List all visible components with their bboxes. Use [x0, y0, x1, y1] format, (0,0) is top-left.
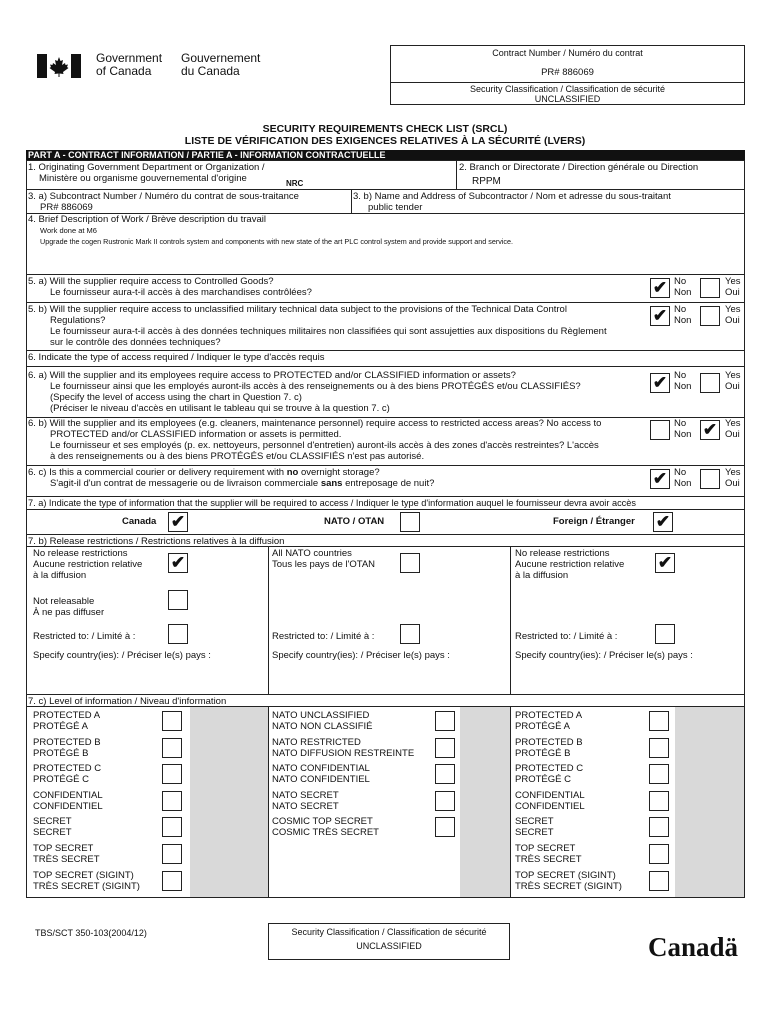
q7c-foreign-protected-b-checkbox[interactable] [649, 738, 669, 758]
q7b-nato-all-countries-checkbox[interactable] [400, 553, 420, 573]
canada-wordmark: Canadä [648, 932, 739, 962]
q5b-question: 5. b) Will the supplier require access to unclassified military technical data subject to the provisions of the Technical Data Control Regulations? Le fournisseur aura-t-il accès à des données techniques militaires non classifiées qui sont assujetties aux dispositions du Règlement sur le contrôle des données techniques? [28, 304, 607, 348]
q5b-no-label: No Non [674, 304, 692, 326]
q7c-canada-level-6: TOP SECRET TRÈS SECRET [33, 843, 100, 865]
q7b-nato-restricted: Restricted to: / Limité à : [272, 631, 375, 642]
q7c-canada-grey-area [190, 707, 268, 897]
q5b-no-checkbox[interactable]: ✔ [650, 306, 670, 326]
q7c-foreign-protected-a-checkbox[interactable] [649, 711, 669, 731]
q7c-label: 7. c) Level of information / Niveau d'information [28, 696, 227, 707]
q6b-question: 6. b) Will the supplier and its employees (e.g. cleaners, maintenance personnel) require access to restricted access areas? No access to PROTECTED and/or CLASSIFIED information or assets is permitted. Le fournisseur et ses employés (p. ex. nettoyeurs, personnel d'entretien) auront-ils accès à des zones d'accès restreintes? L'accès à des renseignements ou à des biens PROTÉGÉS et/ou CLASSIFIÉS n'est pas autorisé. [28, 418, 602, 462]
q7b-canada-not-releasable: Not releasable À ne pas diffuser [33, 596, 105, 618]
q7b-foreign-restricted-checkbox[interactable] [655, 624, 675, 644]
q7c-nato-secret-checkbox[interactable] [435, 791, 455, 811]
page-title-en: SECURITY REQUIREMENTS CHECK LIST (SRCL) [262, 123, 508, 135]
q7a-foreign-checkbox[interactable]: ✔ [653, 512, 673, 532]
form-id: TBS/SCT 350-103(2004/12) [35, 928, 147, 938]
q4-value-line2[interactable]: Upgrade the cogen Rustronic Mark II controls system and components with new state of the art PLC control system and provide support and service. [40, 237, 514, 246]
contract-number-value[interactable]: PR# 886069 [541, 67, 594, 78]
q7a-foreign-label: Foreign / Étranger [553, 516, 635, 527]
q7b-nato-all-countries: All NATO countries Tous les pays de l'OTAN [272, 548, 376, 570]
q3b-value[interactable]: public tender [368, 202, 423, 213]
q7c-nato-level-3: NATO CONFIDENTIAL NATO CONFIDENTIEL [272, 763, 370, 785]
q1-label: 1. Originating Government Department or Organization / Ministère ou organisme gouvernemental d'origine [28, 162, 265, 184]
q5a-question: 5. a) Will the supplier require access to Controlled Goods? Le fournisseur aura-t-il accès à des marchandises contrôlées? [28, 276, 312, 298]
q7b-nato-restricted-checkbox[interactable] [400, 624, 420, 644]
q7c-nato-cosmic-top-secret-checkbox[interactable] [435, 817, 455, 837]
q7b-canada-specify: Specify country(ies): / Préciser le(s) pays : [33, 650, 211, 661]
q7c-nato-confidential-checkbox[interactable] [435, 764, 455, 784]
q7c-canada-protected-a-checkbox[interactable] [162, 711, 182, 731]
q7c-nato-level-5: COSMIC TOP SECRET COSMIC TRÈS SECRET [272, 816, 379, 838]
q7c-nato-restricted-checkbox[interactable] [435, 738, 455, 758]
security-classification-value: UNCLASSIFIED [534, 94, 601, 104]
q7c-foreign-confidential-checkbox[interactable] [649, 791, 669, 811]
q6a-no-checkbox[interactable]: ✔ [650, 373, 670, 393]
q7b-canada-no-restrictions-checkbox[interactable]: ✔ [168, 553, 188, 573]
q7c-nato-level-4: NATO SECRET NATO SECRET [272, 790, 339, 812]
q7a-canada-checkbox[interactable]: ✔ [168, 512, 188, 532]
q7b-nato-specify: Specify country(ies): / Préciser le(s) pays : [272, 650, 450, 661]
q7b-foreign-specify: Specify country(ies): / Préciser le(s) pays : [515, 650, 693, 661]
q7b-canada-no-restrictions: No release restrictions Aucune restriction relative à la diffusion [33, 548, 143, 581]
q7c-foreign-level-3: PROTECTED C PROTÉGÉ C [515, 763, 584, 785]
q7c-foreign-top-secret-sigint-checkbox[interactable] [649, 871, 669, 891]
q3a-label: 3. a) Subcontract Number / Numéro du contrat de sous-traitance [28, 191, 299, 202]
q6c-no-label: No Non [674, 467, 692, 489]
q7c-nato-unclassified-checkbox[interactable] [435, 711, 455, 731]
q1-value[interactable]: NRC [286, 179, 304, 188]
q5b-yes-label: Yes Oui [725, 304, 741, 326]
q5b-yes-checkbox[interactable] [700, 306, 720, 326]
q7a-label: 7. a) Indicate the type of information that the supplier will be required to access / Indiquer le type d'information auquel le fournisseur devra avoir accès [28, 498, 636, 508]
q7b-canada-not-releasable-checkbox[interactable] [168, 590, 188, 610]
q7c-foreign-secret-checkbox[interactable] [649, 817, 669, 837]
q7c-canada-level-1: PROTECTED A PROTÉGÉ A [33, 710, 101, 732]
q7c-foreign-protected-c-checkbox[interactable] [649, 764, 669, 784]
q5a-no-label: No Non [674, 276, 692, 298]
q2-value[interactable]: RPPM [472, 176, 501, 187]
q6a-yes-checkbox[interactable] [700, 373, 720, 393]
q7a-nato-label: NATO / OTAN [324, 516, 385, 527]
q6c-yes-checkbox[interactable] [700, 469, 720, 489]
q7c-canada-confidential-checkbox[interactable] [162, 791, 182, 811]
q6c-no-checkbox[interactable]: ✔ [650, 469, 670, 489]
page-title-fr: LISTE DE VÉRIFICATION DES EXIGENCES RELATIVES À LA SÉCURITÉ (LVERS) [184, 135, 586, 147]
q7a-canada-label: Canada [122, 516, 157, 527]
q7c-canada-protected-b-checkbox[interactable] [162, 738, 182, 758]
q6b-yes-label: Yes Oui [725, 418, 741, 440]
government-of-canada-en: Government of Canada [96, 51, 163, 78]
q7a-nato-checkbox[interactable] [400, 512, 420, 532]
q6-label: 6. Indicate the type of access required / Indiquer le type d'accès requis [28, 352, 325, 363]
q7c-canada-level-5: SECRET SECRET [33, 816, 72, 838]
q7c-foreign-top-secret-checkbox[interactable] [649, 844, 669, 864]
q7c-canada-top-secret-sigint-checkbox[interactable] [162, 871, 182, 891]
q7c-foreign-level-7: TOP SECRET (SIGINT) TRÈS SECRET (SIGINT) [515, 870, 622, 892]
q6b-no-label: No Non [674, 418, 692, 440]
q7b-canada-restricted-checkbox[interactable] [168, 624, 188, 644]
part-a-heading-text: PART A - CONTRACT INFORMATION / PARTIE A - INFORMATION CONTRACTUELLE [28, 150, 386, 160]
canada-flag-logo [37, 54, 81, 78]
q7c-foreign-level-1: PROTECTED A PROTÉGÉ A [515, 710, 583, 732]
q6a-question: 6. a) Will the supplier and its employees require access to PROTECTED and/or CLASSIFIED information or assets? Le fournisseur ainsi que les employés auront-ils accès à des renseignements ou à des biens PROTÉGÉS et/ou CLASSIFIÉS? (Specify the level of access using the chart in Question 7. c) (Préciser le niveau d'accès en utilisant le tableau qui se trouve à la question 7. c) [28, 370, 581, 414]
q7c-canada-top-secret-checkbox[interactable] [162, 844, 182, 864]
q7b-foreign-restricted: Restricted to: / Limité à : [515, 631, 618, 642]
q7b-foreign-no-restrictions-checkbox[interactable]: ✔ [655, 553, 675, 573]
footer-security-value: UNCLASSIFIED [356, 941, 422, 951]
q7c-nato-level-1: NATO UNCLASSIFIED NATO NON CLASSIFIÉ [272, 710, 373, 732]
q7c-foreign-level-6: TOP SECRET TRÈS SECRET [515, 843, 582, 865]
q7c-canada-secret-checkbox[interactable] [162, 817, 182, 837]
contract-number-label: Contract Number / Numéro du contrat [492, 48, 643, 58]
q7c-foreign-level-5: SECRET SECRET [515, 816, 554, 838]
q7b-foreign-no-restrictions: No release restrictions Aucune restriction relative à la diffusion [515, 548, 625, 581]
q3a-value[interactable]: PR# 886069 [40, 202, 93, 213]
q7c-canada-level-3: PROTECTED C PROTÉGÉ C [33, 763, 102, 785]
q6a-no-label: No Non [674, 370, 692, 392]
q6a-yes-label: Yes Oui [725, 370, 741, 392]
q6b-yes-checkbox[interactable]: ✔ [700, 420, 720, 440]
q5a-no-checkbox[interactable]: ✔ [650, 278, 670, 298]
q2-label: 2. Branch or Directorate / Direction générale ou Direction [459, 162, 699, 173]
q7c-foreign-grey-area [675, 707, 744, 897]
q6c-yes-label: Yes Oui [725, 467, 741, 489]
q7b-canada-restricted: Restricted to: / Limité à : [33, 631, 136, 642]
footer-security-label: Security Classification / Classification de sécurité [291, 927, 487, 937]
q5a-yes-label: Yes Oui [725, 276, 741, 298]
security-classification-label: Security Classification / Classification de sécurité [469, 84, 666, 94]
q7c-canada-level-4: CONFIDENTIAL CONFIDENTIEL [33, 790, 103, 812]
q4-label: 4. Brief Description of Work / Brève description du travail [28, 214, 266, 225]
q7c-foreign-level-4: CONFIDENTIAL CONFIDENTIEL [515, 790, 585, 812]
q6c-question: 6. c) Is this a commercial courier or delivery requirement with no overnight storage? S'agit-il d'un contrat de messagerie ou de livraison commerciale sans entreposage de nuit? [28, 467, 435, 489]
q3b-label: 3. b) Name and Address of Subcontractor / Nom et adresse du sous-traitant [353, 191, 671, 202]
government-of-canada-fr: Gouvernement du Canada [181, 51, 261, 78]
q4-value-line1[interactable]: Work done at M6 [40, 226, 97, 235]
q7c-nato-level-2: NATO RESTRICTED NATO DIFFUSION RESTREINTE [272, 737, 415, 759]
q6b-no-checkbox[interactable] [650, 420, 670, 440]
q7c-canada-protected-c-checkbox[interactable] [162, 764, 182, 784]
q7b-label: 7. b) Release restrictions / Restrictions relatives à la diffusion [28, 536, 285, 547]
q7c-canada-level-2: PROTECTED B PROTÉGÉ B [33, 737, 101, 759]
q7c-foreign-level-2: PROTECTED B PROTÉGÉ B [515, 737, 583, 759]
q7c-nato-grey-area [460, 707, 510, 897]
q5a-yes-checkbox[interactable] [700, 278, 720, 298]
q7c-canada-level-7: TOP SECRET (SIGINT) TRÈS SECRET (SIGINT) [33, 870, 140, 892]
